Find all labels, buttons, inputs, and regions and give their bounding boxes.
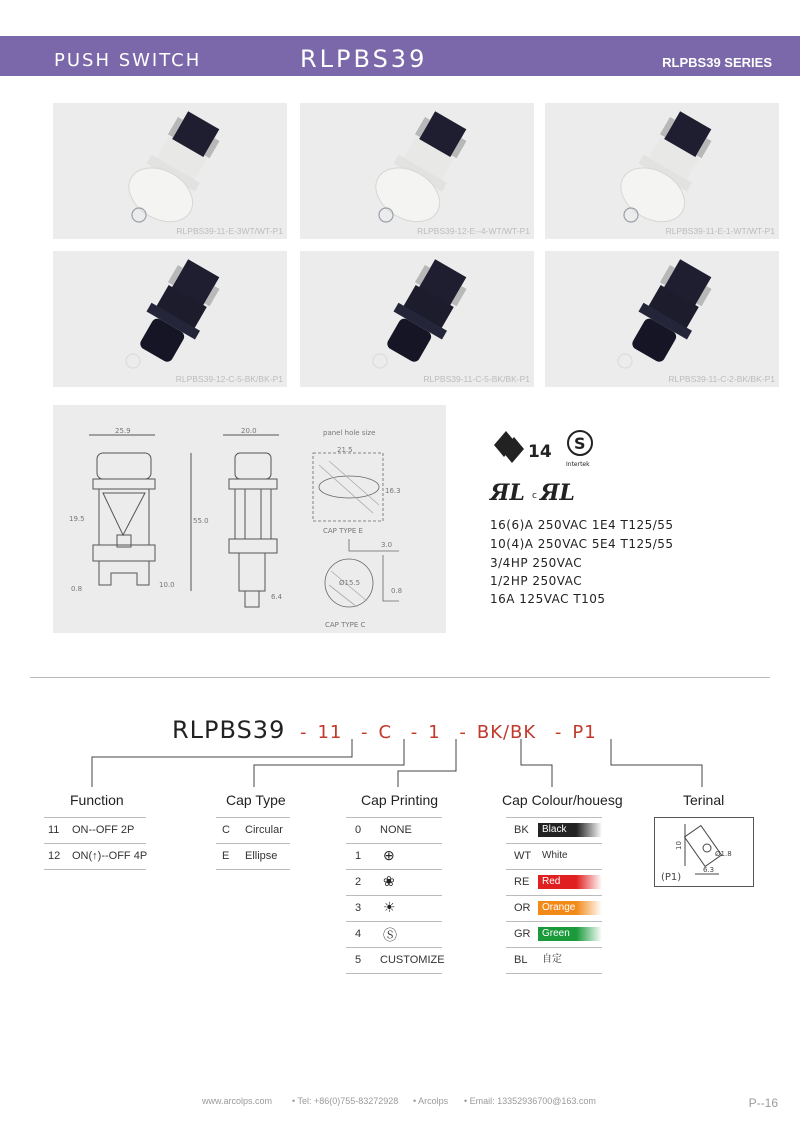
table-rule xyxy=(216,869,290,870)
enec-mark-icon xyxy=(494,431,552,463)
colour-code: WT xyxy=(514,850,532,862)
product-photo xyxy=(53,103,287,239)
code-connector-lines xyxy=(0,735,800,790)
dim-width-front: 25.9 xyxy=(115,427,131,435)
dim-height: 55.0 xyxy=(193,517,209,525)
header-series: RLPBS39 SERIES xyxy=(662,55,772,70)
cap-type-text: Ellipse xyxy=(245,850,278,862)
oven-light-icon: Ⓢ xyxy=(383,927,397,943)
model-terminal-code: P1 xyxy=(572,722,597,743)
circle-step: 0.8 xyxy=(391,587,403,595)
heating-element-icon: ⊕ xyxy=(383,847,395,863)
photo-caption: RLPBS39-11-C-5-BK/BK-P1 xyxy=(423,374,530,384)
printing-text: NONE xyxy=(380,824,412,836)
terminal-tab-icon xyxy=(655,818,753,886)
table-rule xyxy=(346,973,442,974)
product-photo xyxy=(300,251,534,387)
terminal-dim-length: 10 xyxy=(675,841,683,850)
table-rule xyxy=(44,869,146,870)
table-rule xyxy=(506,973,602,974)
function-text: ON(↑)--OFF 4P xyxy=(72,850,148,862)
photo-caption: RLPBS39-11-C-2-BK/BK-P1 xyxy=(668,374,775,384)
cap-colour-header: Cap Colour/houesg xyxy=(502,792,623,808)
table-rule xyxy=(346,895,442,896)
colour-swatch: Red xyxy=(538,875,602,889)
ul-mark-icon xyxy=(488,480,575,505)
fan-icon: ❀ xyxy=(383,873,395,889)
spec-line-2: 10(4)A 250VAC 5E4 T125/55 xyxy=(490,537,674,551)
colour-swatch: Black xyxy=(538,823,602,837)
push-switch-image xyxy=(300,103,534,239)
svg-text:ЯL: ЯL xyxy=(540,480,575,505)
table-rule xyxy=(346,843,442,844)
colour-code: OR xyxy=(514,902,531,914)
colour-swatch: Green xyxy=(538,927,602,941)
colour-swatch: Orange xyxy=(538,901,602,915)
photo-caption: RLPBS39-12-E--4-WT/WT-P1 xyxy=(417,226,530,236)
colour-swatch: 自定 xyxy=(538,953,602,967)
colour-code: GR xyxy=(514,928,531,940)
lamp-icon: ☀ xyxy=(383,899,396,915)
table-rule xyxy=(44,817,146,818)
push-switch-image xyxy=(53,251,287,387)
model-dash-2: - xyxy=(361,722,369,743)
printing-code: 1 xyxy=(355,850,362,862)
header-bar xyxy=(0,36,800,76)
cap-type-code: E xyxy=(222,850,230,862)
dim-bottom-left: 0.8 xyxy=(71,585,83,593)
ellipse-height: 16.3 xyxy=(385,487,401,495)
function-header: Function xyxy=(70,792,124,808)
function-code: 11 xyxy=(48,824,60,836)
svg-text:S: S xyxy=(574,434,586,453)
model-base: RLPBS39 xyxy=(172,716,286,744)
table-rule xyxy=(506,921,602,922)
dim-terminal: 6.4 xyxy=(271,593,283,601)
dim-width-side: 20.0 xyxy=(241,427,257,435)
printing-code: 2 xyxy=(355,876,362,888)
table-rule xyxy=(346,921,442,922)
spec-line-5: 16A 125VAC T105 xyxy=(490,592,606,606)
dim-side: 19.5 xyxy=(69,515,85,523)
cap-type-e-label: CAP TYPE E xyxy=(323,527,363,535)
printing-code: 0 xyxy=(355,824,362,836)
colour-code: BK xyxy=(514,824,529,836)
photo-caption: RLPBS39-11-E-1-WT/WT-P1 xyxy=(665,226,775,236)
table-rule xyxy=(506,947,602,948)
model-dash-3: - xyxy=(410,722,419,743)
photo-caption: RLPBS39-11-E-3WT/WT-P1 xyxy=(176,226,283,236)
table-rule xyxy=(216,843,290,844)
table-rule xyxy=(216,817,290,818)
table-rule xyxy=(506,843,602,844)
product-photo xyxy=(545,251,779,387)
terminal-dim-hole: Ø1.8 xyxy=(715,850,732,858)
page-number: P--16 xyxy=(748,1096,778,1110)
circle-diameter: Ø15.5 xyxy=(339,579,361,587)
product-photo xyxy=(545,103,779,239)
model-dash-1: - xyxy=(299,722,308,743)
header-model: RLPBS39 xyxy=(300,45,428,73)
table-rule xyxy=(506,895,602,896)
table-rule xyxy=(506,817,602,818)
push-switch-image xyxy=(300,251,534,387)
cap-type-c-label: CAP TYPE C xyxy=(325,621,366,629)
enec-number: 14 xyxy=(528,442,552,462)
table-rule xyxy=(346,869,442,870)
table-rule xyxy=(346,947,442,948)
intertek-s-mark-icon xyxy=(566,431,592,468)
certification-marks xyxy=(462,405,765,505)
model-colour-code: BK/BK xyxy=(476,722,537,743)
footer-website: www.arcolps.com xyxy=(202,1096,273,1106)
cul-c-label: c xyxy=(532,491,537,501)
dim-bottom-right: 10.0 xyxy=(159,581,175,589)
cap-printing-header: Cap Printing xyxy=(361,792,439,808)
printing-code: 5 xyxy=(355,954,362,966)
function-code: 12 xyxy=(48,850,61,862)
footer-email: • Email: 13352936700@163.com xyxy=(464,1096,596,1106)
colour-swatch: White xyxy=(538,849,602,863)
push-switch-image xyxy=(53,103,287,239)
product-photo xyxy=(300,103,534,239)
photo-caption: RLPBS39-12-C-5-BK/BK-P1 xyxy=(175,374,283,384)
spec-line-4: 1/2HP 250VAC xyxy=(490,574,583,588)
push-switch-image xyxy=(545,103,779,239)
colour-code: RE xyxy=(514,876,530,888)
spec-line-1: 16(6)A 250VAC 1E4 T125/55 xyxy=(490,518,674,532)
ellipse-width: 21.5 xyxy=(337,446,353,454)
footer-tel: • Tel: +86(0)755-83272928 xyxy=(292,1096,399,1106)
model-dash-4: - xyxy=(459,722,467,743)
printing-code: 4 xyxy=(355,928,362,940)
terminal-label: (P1) xyxy=(661,872,682,883)
table-rule xyxy=(506,869,602,870)
push-switch-image xyxy=(545,251,779,387)
table-rule xyxy=(44,843,146,844)
panel-hole-label: panel hole size xyxy=(323,429,376,437)
circle-thickness: 3.0 xyxy=(381,541,393,549)
terminal-diagram xyxy=(654,817,754,887)
footer-brand: • Arcolps xyxy=(413,1096,449,1106)
cap-type-text: Circular xyxy=(245,824,283,836)
model-dash-5: - xyxy=(554,722,563,743)
terinal-header: Terinal xyxy=(683,792,725,808)
table-rule xyxy=(346,817,442,818)
intertek-label: Intertek xyxy=(566,461,590,468)
svg-text:ЯL: ЯL xyxy=(490,480,525,505)
terminal-dim-width: 6.3 xyxy=(703,866,715,874)
function-text: ON--OFF 2P xyxy=(72,824,135,836)
printing-text: CUSTOMIZE xyxy=(380,954,445,966)
model-printing-code: 1 xyxy=(428,722,441,743)
colour-code: BL xyxy=(514,954,528,966)
cap-type-code: C xyxy=(222,824,230,836)
header-category: PUSH SWITCH xyxy=(54,50,202,71)
printing-code: 3 xyxy=(355,902,362,914)
spec-line-3: 3/4HP 250VAC xyxy=(490,556,583,570)
dimension-drawing xyxy=(53,405,446,633)
model-cap-type-code: C xyxy=(378,722,393,743)
product-photo xyxy=(53,251,287,387)
technical-drawing xyxy=(53,405,446,633)
model-function-code: 11 xyxy=(317,722,343,743)
section-divider xyxy=(30,677,770,678)
cap-type-header: Cap Type xyxy=(226,792,286,808)
